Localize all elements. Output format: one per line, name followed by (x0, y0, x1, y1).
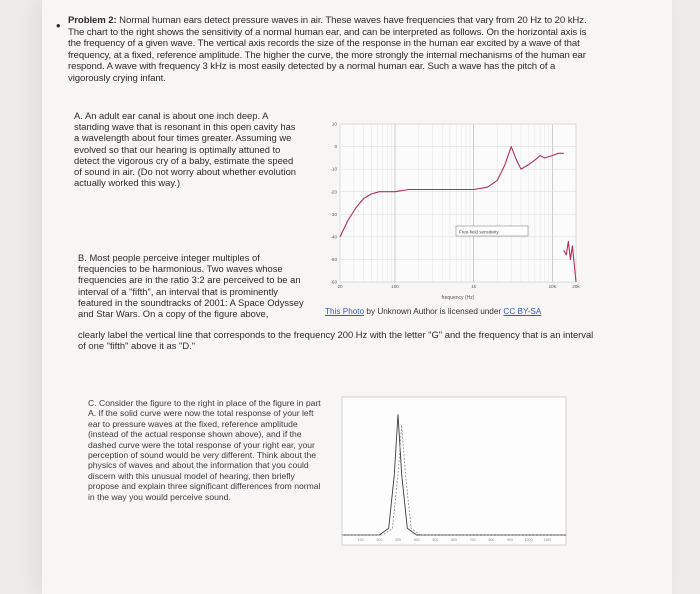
chart2-x-tick-label: 300 (395, 538, 401, 542)
chart2-x-tick-label: 400 (413, 538, 420, 542)
chart-y-tick-label: -60 (330, 279, 337, 285)
chart-x-tick-label: 100 (391, 284, 399, 289)
credit-middle-text: by Unknown Author is licensed under (364, 307, 504, 316)
chart-y-tick-label: -10 (330, 166, 337, 172)
chart2-x-tick-label: 1000 (524, 538, 533, 542)
chart2-x-tick-label: 200 (376, 538, 383, 542)
part-c-text: C. Consider the figure to the right in place of the figure in part A. If the solid curve were now the total response of your left ear to pressure waves at the fixed, reference amplitude (instead of the actual response shown above), and if the dashed curve were the total response of your right ear, your perception of sound would be very different. Think about the physics of waves and about the information that you could discern with this unusual model of hearing, then briefly propose and explain three significant differences from normal in the way you would perceive sound. (88, 398, 321, 502)
chart2-x-tick-label: 500 (432, 538, 439, 542)
chart2-x-tick-label: 600 (451, 538, 457, 542)
photo-credit (325, 307, 541, 316)
license-link[interactable]: CC BY-SA (503, 307, 542, 316)
chart2-x-tick-label: 800 (488, 538, 495, 542)
part-b-text: B. Most people perceive integer multiples of frequencies to be harmonious. Two waves whose frequencies are in the ratio 3:2 are perceived to be an interval of a "fifth", an interval that is prominently featured in the soundtracks of 2001: A Space Odyssey and Star Wars. On a copy of the figure above, (78, 252, 304, 320)
chart-y-tick-label: -30 (330, 211, 337, 217)
bullet-marker: • (56, 18, 61, 33)
chart-x-tick-label: 20k (572, 284, 580, 289)
chart2-x-tick-label: 700 (469, 538, 476, 542)
chart-y-tick-labels (330, 122, 337, 285)
part-b-text-continued: clearly label the vertical line that corresponds to the frequency 200 Hz with the letter "G" and the frequency that is an interval of one "fifth" above it as "D." (78, 329, 594, 352)
chart-legend-label: Free-field sensitivity (459, 229, 499, 235)
chart2-plot-area (342, 397, 566, 545)
chart-y-tick-label: 10 (331, 121, 337, 127)
chart2-x-tick-label: 900 (507, 538, 513, 542)
chart-y-tick-label: -20 (330, 189, 337, 195)
problem-label: Problem 2: (68, 15, 117, 26)
chart2-x-tick-label: 100 (357, 538, 364, 542)
chart-y-tick-label: 0 (334, 144, 337, 150)
chart-plot-area (340, 124, 576, 282)
problem-intro (68, 15, 598, 85)
chart-x-tick-label: 1k (471, 284, 477, 289)
ear-sensitivity-chart (318, 118, 580, 301)
chart2-x-tick-label: 1100 (543, 538, 552, 542)
chart-x-tick-label: 10k (548, 284, 557, 289)
chart-y-tick-label: -50 (330, 257, 337, 263)
dual-response-chart (338, 393, 570, 558)
part-a-text: A. An adult ear canal is about one inch deep. A standing wave that is resonant in this open cavity has a wavelength about four times greater. Assuming we evolved so that our hearing is optimally attuned to detect the vigorous cry of a baby, estimate the speed of sound in air. (Do not worry about whether evolution actually worked this way.) (74, 110, 297, 189)
chart-x-tick-labels (337, 284, 580, 289)
chart-y-tick-label: -40 (330, 234, 337, 240)
problem-text: Normal human ears detect pressure waves in air. These waves have frequencies that vary from 20 Hz to 20 kHz. The chart to the right shows the sensitivity of a normal human ear, and can be interpreted as follows. On the horizontal axis is the frequency of a given wave. The vertical axis records the size of the response in the human ear excited by a wave of that frequency, at a fixed, reference amplitude. The higher the curve, the more strongly the internal mechanisms of the human ear respond. A wave with frequency 3 kHz is most easily detected by a normal human ear. Such a wave has the pitch of a vigorously crying infant. (68, 15, 587, 84)
chart-x-axis-label: frequency (Hz) (441, 295, 475, 301)
chart-legend (456, 226, 528, 236)
chart-x-tick-label: 20 (337, 284, 343, 289)
photo-link[interactable]: This Photo (325, 307, 365, 316)
